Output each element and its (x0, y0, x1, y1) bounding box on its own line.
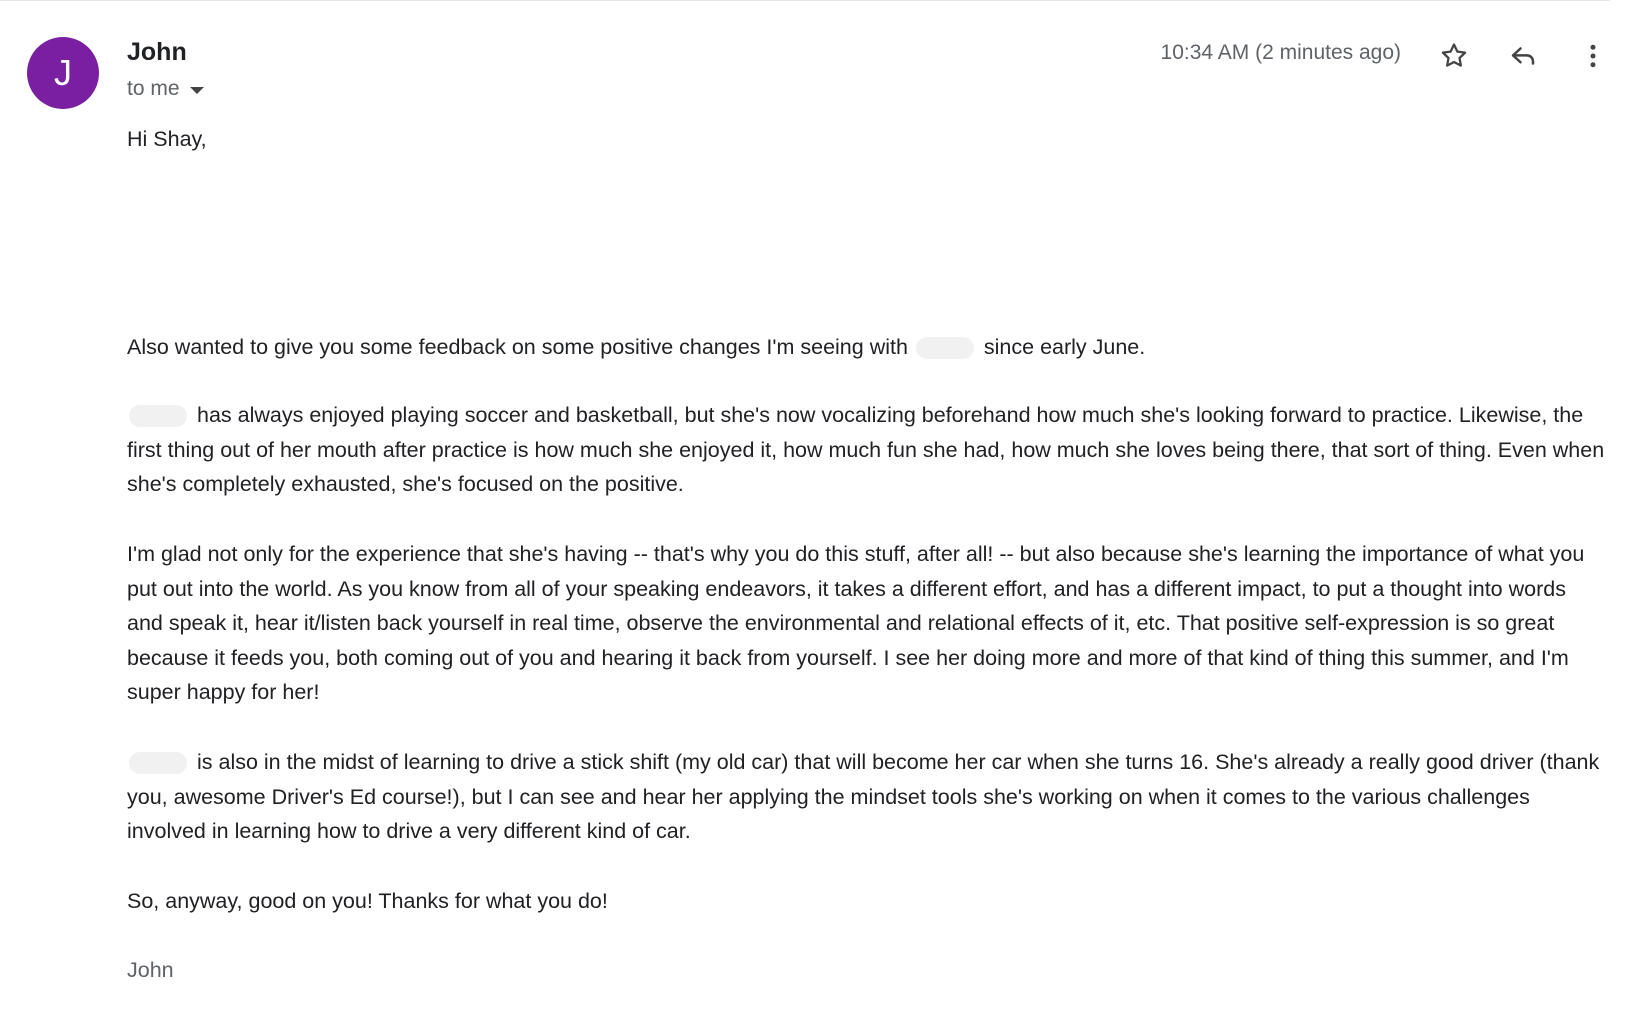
paragraph-4-text: is also in the midst of learning to drive a stick shift (my old car) that will become her car when she turns 16. She's already a really good driver (thank you, awesome Driver's Ed course!), but I can see and hear her applying the mindset tools she's working on when it comes to the various challenges involved in learning how to drive a very different kind of car. (127, 750, 1600, 843)
recipient-details-toggle[interactable] (127, 77, 204, 101)
star-button[interactable] (1434, 36, 1474, 76)
paragraph-1-text-b: since early June. (983, 335, 1146, 359)
recipient-label: to me (127, 77, 180, 100)
star-icon (1439, 41, 1469, 71)
paragraph-3: I'm glad not only for the experience that she's having -- that's why you do this stuff, after all! -- but also because she's learning the importance of what you put out into the world. As you know from all of your speaking endeavors, it takes a different effort, and has a different impact, to put a thought into words and speak it, hear it/listen back yourself in real time, observe the environmental and relational effects of it, etc. That positive self-expression is so great because it feeds you, both coming out of you and hearing it back from yourself. I see her doing more and more of that kind of thing this summer, and I'm super happy for her! (127, 542, 1585, 704)
paragraph-1-text-a: Also wanted to give you some feedback on some positive changes I'm seeing with (127, 335, 908, 359)
paragraph-4 (127, 745, 1607, 849)
greeting: Hi Shay, (127, 127, 207, 151)
redacted-name (129, 752, 187, 774)
chevron-down-icon[interactable] (190, 87, 204, 94)
signature: John (127, 958, 174, 982)
paragraph-5: So, anyway, good on you! Thanks for what you do! (127, 889, 608, 913)
redacted-name (916, 337, 974, 359)
paragraph-2-text: has always enjoyed playing soccer and basketball, but she's now vocalizing beforehand how much she's looking forward to practice. Likewise, the first thing out of her mouth after practice is how much she enjoyed it, how much fun she had, how much she loves being there, that sort of thing. Even when she's completely exhausted, she's focused on the positive. (127, 403, 1605, 496)
timestamp: 10:34 AM (2 minutes ago) (1160, 41, 1401, 64)
sender-name[interactable]: John (127, 38, 187, 66)
more-options-button[interactable] (1573, 36, 1613, 76)
avatar-letter: J (54, 52, 72, 93)
avatar[interactable] (27, 37, 99, 109)
redacted-name (129, 405, 187, 427)
paragraph-1 (127, 330, 1607, 365)
more-vert-icon (1578, 41, 1608, 71)
paragraph-2 (127, 398, 1607, 502)
reply-icon (1508, 41, 1538, 71)
top-divider (0, 0, 1610, 1)
reply-button[interactable] (1503, 36, 1543, 76)
